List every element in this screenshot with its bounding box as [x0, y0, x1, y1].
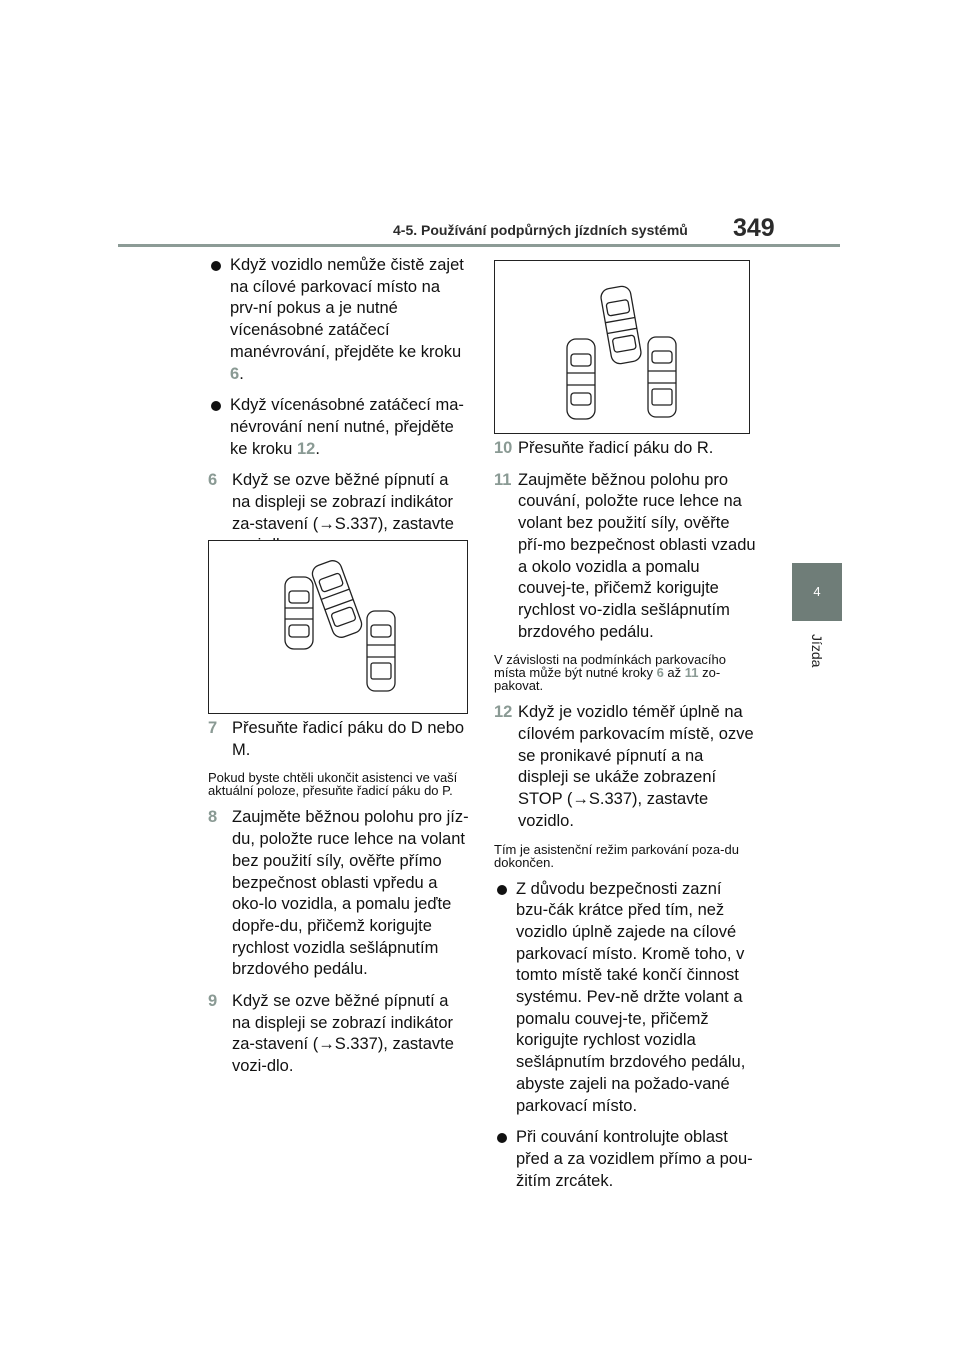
bullet-icon [497, 885, 507, 895]
chapter-tab: 4 [792, 563, 842, 621]
note-text: Pokud byste chtěli ukončit asistenci ve vaší aktuální poloze, přesuňte řadicí páku do P. [208, 770, 458, 799]
step-ref: 6 [656, 665, 664, 681]
step-number: 6 [208, 471, 218, 490]
bullet-item: Z důvodu bezpečnosti zazní bzu-čák krátce před tím, než vozidlo úplně zajede na cílové parkovací místo. Kromě toho, v tomto místě také končí činnost systému. Pev-ně držte volant a pomalu couvej-te, přičemž korigujte rychlost vozidla sešlápnutím brzdového pedálu, abyste zajeli na požado-vané parkovací místo. [494, 879, 756, 1118]
note-text: Tím je asistenční režim parkování poza-du dokončen. [494, 841, 739, 870]
parking-cars-illustration [495, 261, 749, 433]
step-8: 8 Zaujměte běžnou polohu pro jíz-du, položte ruce lehce na volant bez použití síly, ověřte přímo bezpečnost oblasti vpředu a oko-lo vozidla, a pomalu jeďte dopře-du, přičemž korigujte rychlost vozidla sešlápnutím brzdového pedálu. [208, 808, 469, 979]
bullet-item: Když vícenásobné zatáčecí ma-névrování není nutné, přejděte ke kroku 12. [208, 395, 470, 460]
bullet-icon [211, 261, 221, 271]
bullet-item: Při couvání kontrolujte oblast před a za vozidlem přímo a pou-žitím zrcátek. [494, 1127, 756, 1192]
step-6: 6 Když se ozve běžné pípnutí a na displeji se zobrazí indikátor za-stavení (→S.337), zastavte [208, 471, 454, 533]
step-number: 11 [494, 470, 512, 489]
step-11: 11 Zaujměte běžnou polohu pro couvání, položte ruce lehce na volant bez použití síly, ověřte pří-mo bezpečnost oblasti vzadu a okolo vozidla a pomalu couvej-te, přičemž korigujte rychlost vo-zidla sešlápnutím brzdového pedálu. [494, 470, 756, 641]
step-number: 7 [208, 719, 218, 737]
parking-illustration [494, 260, 750, 434]
page-number: 349 [733, 214, 775, 242]
chapter-label: Jízda [809, 634, 825, 668]
step-number: 12 [494, 703, 513, 722]
step-ref: 11 [684, 665, 699, 681]
bullet-icon [211, 401, 221, 411]
left-column [208, 255, 470, 567]
bullet-icon [497, 1133, 507, 1143]
step-9: 9 Když se ozve běžné pípnutí a na displeji se zobrazí indikátor za-stavení (→S.337), zastavte vozi-dlo. [208, 992, 454, 1076]
header-rule [118, 244, 840, 247]
step-7: 7 Přesuňte řadicí páku do D nebo M. [208, 719, 465, 759]
bullet-item: Když vozidlo nemůže čistě zajet na cílové parkovací místo na prv-ní pokus a je nutné vícenásobné zatáčecí manévrování, přejděte ke kroku 6. [208, 255, 470, 385]
step-ref: 6 [230, 364, 240, 383]
parking-illustration [208, 540, 468, 714]
step-ref: 12 [296, 439, 316, 458]
step-number: 8 [208, 808, 218, 827]
right-column [494, 438, 756, 1202]
step-10: 10 Přesuňte řadicí páku do R. [494, 438, 756, 460]
section-title: 4-5. Používání podpůrných jízdních systémů [393, 222, 688, 238]
left-column-lower [208, 718, 470, 1088]
parking-cars-illustration [209, 541, 467, 713]
step-number: 10 [494, 439, 513, 457]
step-number: 9 [208, 992, 218, 1011]
note-text: V závislosti na podmínkách parkovacího místa může být nutné kroky 6 až 11 zo-pakovat. [494, 652, 726, 694]
step-12: 12 Když je vozidlo téměř úplně na cílovém parkovacím místě, ozve se pronikavé pípnutí a na displeji se ukáže zobrazení STOP (→S.337), zastavte vozidlo. [494, 703, 754, 830]
